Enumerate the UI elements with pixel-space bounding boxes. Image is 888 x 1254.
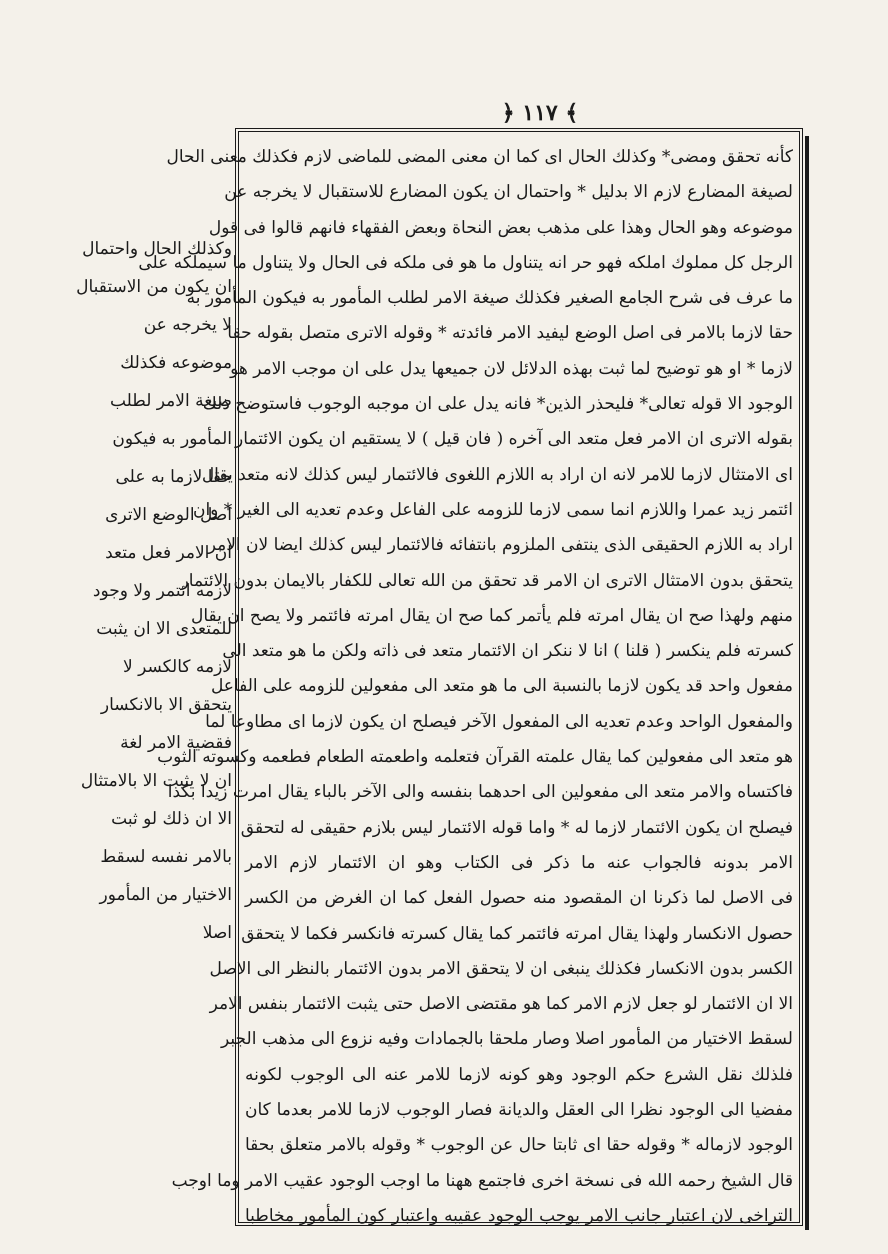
page-number: ﴿ ١١٧ ﴾ bbox=[501, 100, 579, 126]
margin-note-line: اصل الوضع الاترى bbox=[105, 505, 232, 525]
main-text-line: مفضيا الى الوجود نظرا الى العقل والديانة فصار الوجوب لازما للامر بعدما كان bbox=[245, 1100, 793, 1121]
main-text-line: بقوله الاترى ان الامر فعل متعد الى آخره ( فان قيل ) لا يستقيم ان يكون الائتمار bbox=[234, 429, 793, 450]
main-text-line: لسقط الاختيار من المأمور اصلا وصار ملحقا بالجمادات وفيه نزوع الى مذهب الجبر bbox=[221, 1029, 793, 1050]
margin-note-line: لازمه كالكسر لا bbox=[122, 657, 232, 677]
main-text-line: اراد به اللازم الحقيقى الذى ينتفى الملزوم بانتفائه فالائتمار ليس كذلك ايضا لان الامر bbox=[207, 535, 793, 556]
main-text-line: لازما * او هو توضيح لما ثبت بهذه الدلائل لان جميعها يدل على ان موجب الامر هو bbox=[230, 358, 793, 379]
margin-note-line: بالامر نفسه لسقط bbox=[100, 847, 232, 867]
main-text-line: الوجود الا قوله تعالى* فليحذر الذين* فانه يدل على ان موجبه الوجوب فاستوضح ذلك bbox=[202, 394, 793, 415]
margin-note-line: ان الامر فعل متعد bbox=[105, 543, 232, 563]
margin-note-line: صيغة الامر لطلب bbox=[109, 391, 232, 411]
main-text-line: الا ان الائتمار لو جعل لازم الامر كما هو مقتضى الاصل حتى يثبت الائتمار بنفس الامر bbox=[209, 994, 793, 1015]
margin-note-line: فقضية الامر لغة bbox=[120, 733, 232, 753]
margin-note-line: ان لا يثبت الا بالامتثال bbox=[80, 771, 232, 791]
margin-note-line: اصلا bbox=[202, 923, 232, 943]
margin-note-line: موضوعه فكذلك bbox=[120, 353, 232, 373]
main-text-line: قال الشيخ رحمه الله فى نسخة اخرى فاجتمع ههنا ما اوجب الوجود عقيب الامر وما اوجب bbox=[171, 1170, 793, 1191]
main-text-line: الكسر بدون الانكسار فكذلك ينبغى ان لا يتحقق الامر بدون الائتمار بالنظر الى الاصل bbox=[209, 958, 793, 979]
main-text-line: ائتمر زيد عمرا واللازم انما سمى لازما للزومه على الفاعل وعدم تعديه الى الغير * وان bbox=[192, 499, 793, 520]
main-text-line: موضوعه وهو الحال وهذا على مذهب بعض النحاة وبعض الفقهاء فانهم قالوا فى قول bbox=[208, 217, 793, 238]
margin-commentary bbox=[10, 230, 232, 952]
main-text-line: لصيغة المضارع لازم الا بدليل * واحتمال ان يكون المضارع للاستقبال لا يخرجه عن bbox=[224, 182, 793, 203]
main-text-line: مفعول واحد قد يكون لازما بالنسبة الى ما هو متعد الى مفعولين للزومه على الفاعل bbox=[210, 676, 793, 697]
margin-note-line: الا ان ذلك لو ثبت bbox=[111, 809, 232, 829]
main-text-line: كسرته فلم ينكسر ( قلنا ) انا لا ننكر ان الائتمار متعد فى ذاته ولكن ما هو متعد الى bbox=[222, 641, 793, 662]
margin-note-line: للمتعدى الا ان يثبت bbox=[96, 619, 232, 639]
main-text-line: والمفعول الواحد وعدم تعديه الى المفعول الآخر فيصلح ان يكون لازما اى مطاوعا لما bbox=[205, 711, 793, 732]
main-text-line: فيصلح ان يكون الائتمار لازما له * واما قوله الائتمار ليس بلازم حقيقى له لتحقق bbox=[240, 817, 793, 838]
margin-note-line: ان يكون من الاستقبال bbox=[76, 277, 232, 297]
margin-note-line: الاختيار من المأمور bbox=[99, 885, 232, 905]
main-text-line: ما عرف فى شرح الجامع الصغير فكذلك صيغة الامر لطلب المأمور به فيكون المأمور به bbox=[186, 288, 793, 309]
margin-note-line: حقا لازما به على bbox=[115, 467, 232, 487]
main-text-line: الوجود لازماله * وقوله حقا اى ثابتا حال عن الوجوب * وقوله بالامر متعلق بحقا bbox=[245, 1135, 793, 1156]
main-text-line: حصول الانكسار ولهذا يقال امرته فائتمر كما يقال كسرته فانكسر فكما لا يتحقق bbox=[241, 923, 793, 944]
margin-note-line: لازمه ائتمر ولا وجود bbox=[92, 581, 232, 601]
margin-note-line: المأمور به فيكون bbox=[112, 429, 232, 449]
main-text-line: فلذلك نقل الشرع حكم الوجود وهو كونه لازما للامر عنه الى الوجوب لكونه bbox=[245, 1064, 793, 1085]
main-text-line: هو متعد الى مفعولين كما يقال علمته القرآن فتعلمه واطعمته الطعام فطعمه وكسوته الثوب bbox=[157, 747, 793, 768]
main-text-line: فى الاصل لما ذكرنا ان المقصود منه حصول الفعل كما ان الغرض من الكسر bbox=[245, 888, 793, 909]
main-text-line: الامر بدونه فالجواب عنه ما ذكر فى الكتاب وهو ان الائتمار لازم الامر bbox=[245, 852, 793, 873]
main-text-line: منهم ولهذا صح ان يقال امرته فلم يأتمر كما صح ان يقال امرته فائتمر ولا يصح ان يقال bbox=[190, 605, 793, 626]
main-text-line: يتحقق بدون الامتثال الاترى ان الامر قد تحقق من الله تعالى للكفار بالايمان بدون الائتمار bbox=[180, 570, 793, 591]
main-text-line: حقا لازما بالامر فى اصل الوضع ليفيد الامر فائدته * وقوله الاترى متصل بقوله حقا bbox=[227, 323, 793, 344]
margin-note-line: لا يخرجه عن bbox=[143, 315, 232, 335]
margin-note-line: يتحقق الا بالانكسار bbox=[100, 695, 232, 715]
main-text-line: اى الامتثال لازما للامر لانه ان اراد به اللازم اللغوى فالائتمار ليس كذلك لانه متعد يقال bbox=[201, 464, 793, 485]
main-text-line: التراخى لان اعتبار جانب الامر يوجب الوجود عقيبه واعتبار كون المأمور مخاطبا bbox=[245, 1205, 793, 1226]
main-text-line: فاكتساه والامر متعد الى مفعولين الى احدهما بنفسه والى الآخر بالباء يقال امرت زيدا بكذا bbox=[167, 782, 793, 803]
main-text-line: كأنه تحقق ومضى* وكذلك الحال اى كما ان معنى المضى للماضى لازم فكذلك معنى الحال bbox=[166, 147, 793, 167]
main-text-line: الرجل كل مملوك املكه فهو حر انه يتناول ما هو فى ملكه فى الحال ولا يتناول ما سيملكه على bbox=[138, 252, 793, 273]
margin-note-line: وكذلك الحال واحتمال bbox=[82, 239, 232, 259]
